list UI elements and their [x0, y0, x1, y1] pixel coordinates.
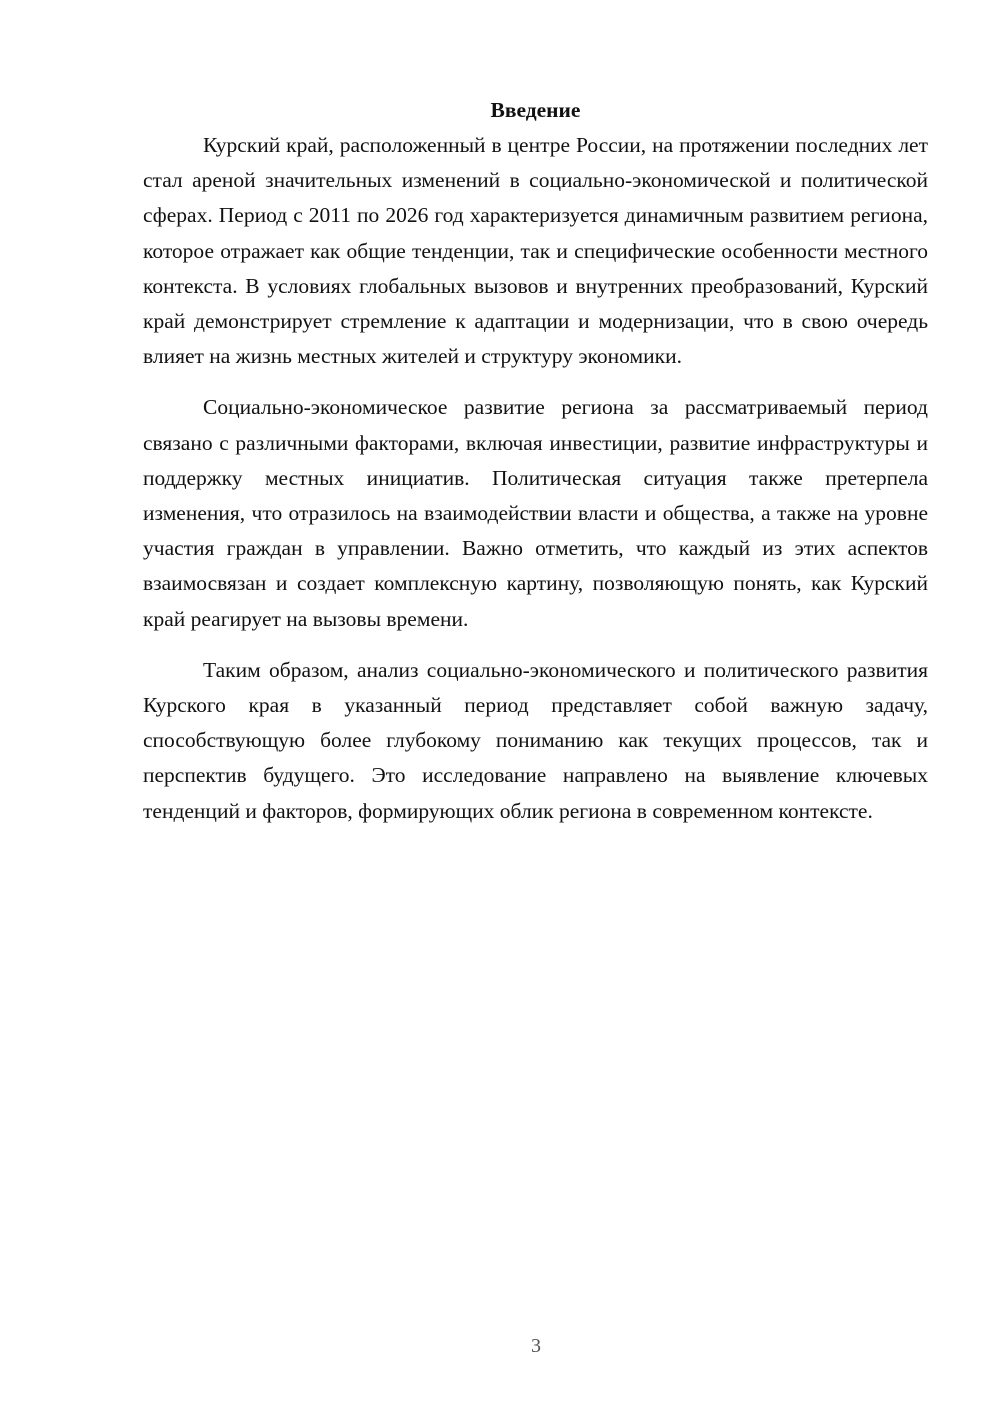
section-title: Введение [490, 98, 581, 122]
page-number: 3 [531, 1335, 541, 1357]
paragraph-1: Курский край, расположенный в центре России, на протяжении последних лет стал ареной значительных изменений в социально-экономической и политической сферах. Период с 2011 по 2026 год характеризуется динамичным развитием региона, которое отражает как общие тенденции, так и специфические особенности местного контекста. В условиях глобальных вызовов и внутренних преобразований, Курский край демонстрирует стремление к адаптации и модернизации, что в свою очередь влияет на жизнь местных жителей и структуру экономики. [143, 133, 928, 369]
paragraph-3: Таким образом, анализ социально-экономического и политического развития Курского края в указанный период представляет собой важную задачу, способствующую более глубокому пониманию как текущих процессов, так и перспектив будущего. Это исследование направлено на выявление ключевых тенденций и факторов, формирующих облик региона в современном контексте. [143, 657, 928, 823]
document-body [143, 96, 928, 829]
paragraph-2: Социально-экономическое развитие региона за рассматриваемый период связано с различными факторами, включая инвестиции, развитие инфраструктуры и поддержку местных инициатив. Политическая ситуация также претерпела изменения, что отразилось на взаимодействии власти и общества, а также на уровне участия граждан в управлении. Важно отметить, что каждый из этих аспектов взаимосвязан и создает комплексную картину, позволяющую понять, как Курский край реагирует на вызовы времени. [143, 395, 928, 631]
